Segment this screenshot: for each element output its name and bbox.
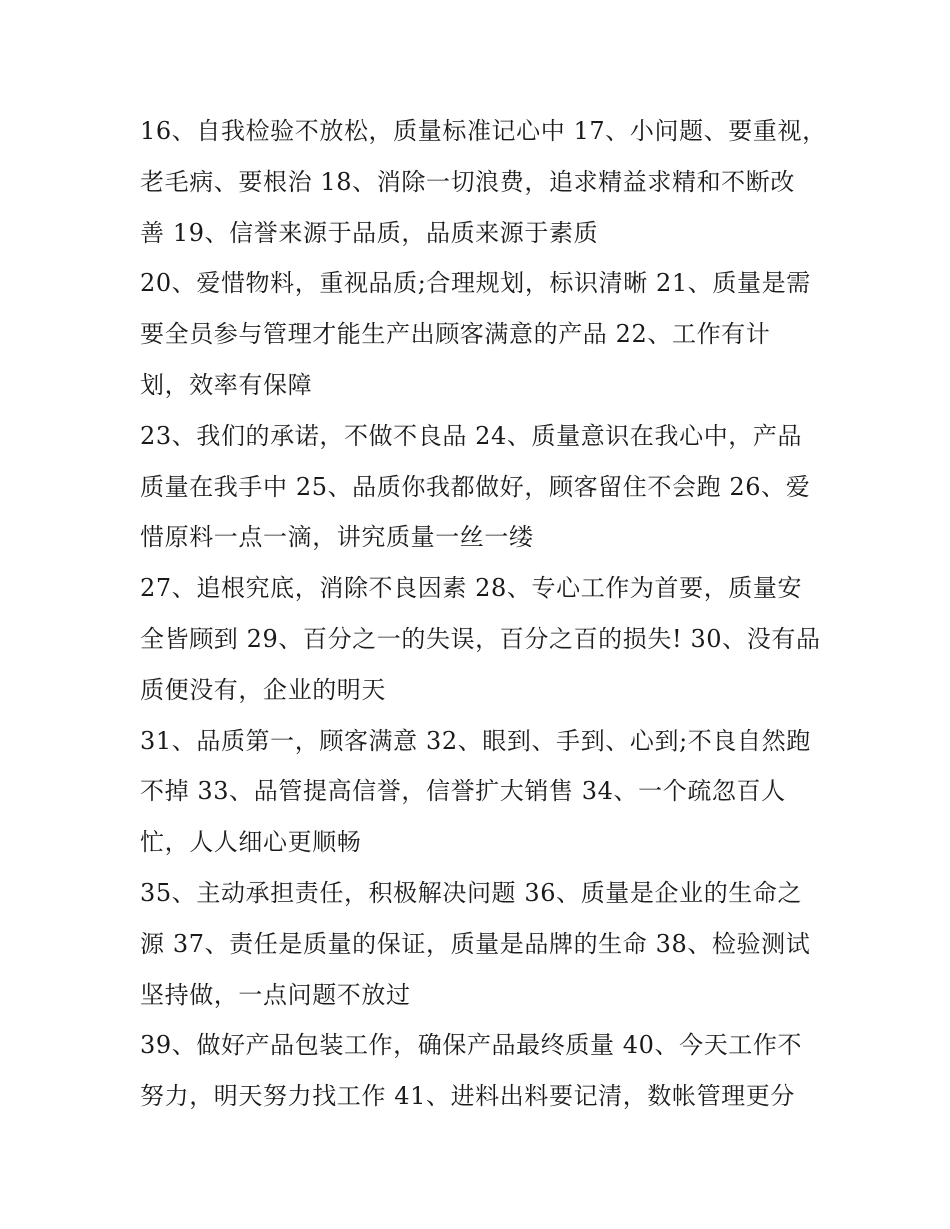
text-line: 要全员参与管理才能生产出顾客满意的产品 22、工作有计 [140,320,771,349]
text-line: 质量在我手中 25、品质你我都做好，顾客留住不会跑 26、爱 [140,472,811,501]
text-line: 不掉 33、品管提高信誉，信誉扩大销售 34、一个疏忽百人 [140,777,786,806]
text-line: 善 19、信誉来源于品质，品质来源于素质 [140,218,599,247]
text-line: 努力，明天努力找工作 41、进料出料要记清，数帐管理更分 [140,1082,795,1111]
text-line: 老毛病、要根治 18、消除一切浪费，追求精益求精和不断改 [140,167,795,196]
text-line: 质便没有，企业的明天 [140,675,386,704]
text-line: 16、自我检验不放松，质量标准记心中 17、小问题、要重视， [140,117,827,145]
body-text [140,106,827,1122]
text-line: 20、爱惜物料，重视品质;合理规划，标识清晰 21、质量是需 [140,269,811,298]
text-line: 忙，人人细心更顺畅 [140,828,362,857]
text-line: 23、我们的承诺，不做不良品 24、质量意识在我心中，产品 [140,421,803,450]
text-line: 35、主动承担责任，积极解决问题 36、质量是企业的生命之 [140,878,803,907]
text-line: 全皆顾到 29、百分之一的失误，百分之百的损失! 30、没有品 [140,624,821,653]
text-line: 惜原料一点一滴，讲究质量一丝一缕 [140,523,534,552]
text-line: 39、做好产品包装工作，确保产品最终质量 40、今天工作不 [140,1031,803,1060]
text-line: 27、追根究底，消除不良因素 28、专心工作为首要，质量安 [140,574,803,603]
text-line: 源 37、责任是质量的保证，质量是品牌的生命 38、检验测试 [140,929,811,958]
text-line: 31、品质第一，顾客满意 32、眼到、手到、心到;不良自然跑 [140,726,811,755]
text-line: 划，效率有保障 [140,370,313,399]
text-line: 坚持做，一点问题不放过 [140,980,411,1009]
